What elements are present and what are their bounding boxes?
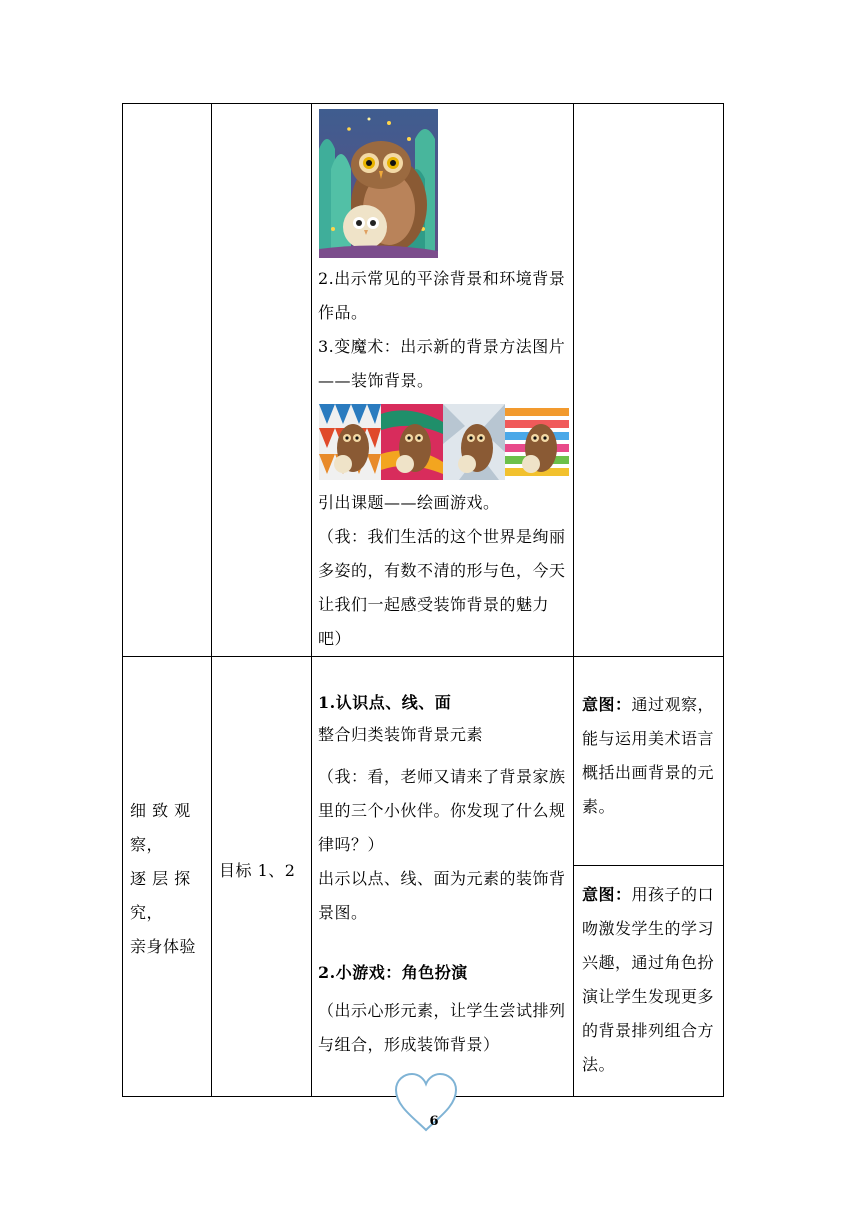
table-border-top <box>122 103 724 104</box>
column-divider-2 <box>311 103 312 1097</box>
intent-label-1: 意图： <box>582 695 632 714</box>
section-heading-2: 2.小游戏：角色扮演 <box>318 963 468 982</box>
table-border-left <box>122 103 123 1097</box>
magic-trick-text: 3.变魔术：出示新的背景方法图片——装饰背景。 <box>318 337 566 390</box>
page-number: 6 <box>429 1114 439 1129</box>
stage-line-3: 逐 层 探 <box>130 869 191 888</box>
integrate-elements-text: 整合归类装饰背景元素 <box>318 725 484 744</box>
intent-label-2: 意图： <box>582 885 632 904</box>
column-divider-3 <box>573 103 574 1097</box>
lesson-title-intro-text: 引出课题——绘画游戏。 <box>318 493 500 512</box>
teacher-question-text: （我：看，老师又请来了背景家族里的三个小伙伴。你发现了什么规律吗？） <box>318 767 566 854</box>
intent-cell-divider <box>573 865 724 866</box>
stage-line-1: 细 致 观 <box>130 801 191 820</box>
stage-line-4: 究， <box>130 903 164 922</box>
table-border-right <box>723 103 724 1097</box>
stage-line-5: 亲身体验 <box>130 937 197 956</box>
goal-cell: 目标 1、2 <box>219 861 296 880</box>
heart-game-text: （出示心形元素，让学生尝试排列与组合，形成装饰背景） <box>318 1001 566 1054</box>
intent-cell-1 <box>582 688 718 824</box>
stage-line-2: 察， <box>130 835 164 854</box>
teacher-remark-text: （我：我们生活的这个世界是绚丽多姿的，有数不清的形与色，今天让我们一起感受装饰背景的魅力吧） <box>318 527 566 648</box>
intent-cell-2 <box>582 878 718 1082</box>
show-elements-text: 出示以点、线、面为元素的装饰背景图。 <box>318 869 566 922</box>
section-heading-1: 1.认识点、线、面 <box>318 693 452 712</box>
decorative-background-strip-image <box>319 404 569 480</box>
show-background-works-text: 2.出示常见的平涂背景和环境背景作品。 <box>318 269 566 322</box>
intent-text-1: 通过观察，能与运用美术语言概括出画背景的元素。 <box>582 695 715 816</box>
owl-painting-image <box>319 109 438 258</box>
column-divider-1 <box>211 103 212 1097</box>
stage-cell <box>130 794 208 964</box>
table-border-row-divider <box>122 656 724 657</box>
intent-text-2: 用孩子的口吻激发学生的学习兴趣，通过角色扮演让学生发现更多的背景排列组合方法。 <box>582 885 715 1074</box>
